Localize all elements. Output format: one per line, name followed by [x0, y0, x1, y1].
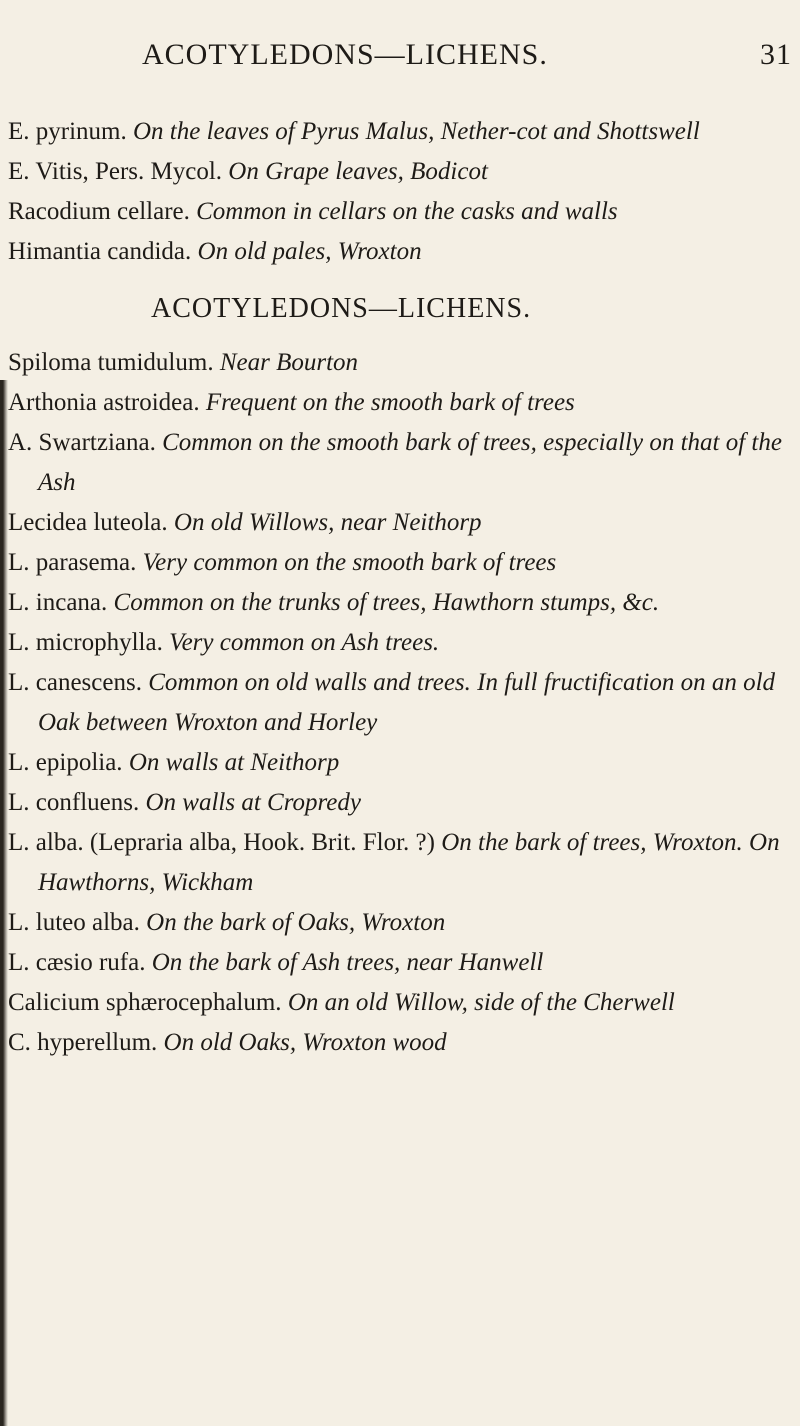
section-heading: ACOTYLEDONS—LICHENS.: [151, 293, 532, 324]
species-name: L. microphylla.: [8, 629, 163, 656]
species-name: Arthonia astroidea.: [8, 389, 200, 416]
species-locality: On the leaves of Pyrus Malus, Nether-cot and Shottswell: [133, 118, 700, 145]
species-name: E. Vitis, Pers. Mycol.: [8, 158, 223, 185]
species-entry: [8, 1023, 788, 1063]
species-locality: Very common on Ash trees.: [169, 629, 440, 656]
species-entry: [8, 543, 788, 583]
species-locality: On old Oaks, Wroxton wood: [163, 1029, 447, 1056]
species-locality: On the bark of trees, Wroxton. On Hawthorns, Wickham: [38, 829, 780, 896]
species-name: Calicium sphærocephalum.: [8, 989, 282, 1016]
species-entry: [8, 823, 788, 903]
species-entry: [8, 503, 788, 543]
species-name: Lecidea luteola.: [8, 509, 168, 536]
species-name: E. pyrinum.: [8, 118, 127, 145]
species-locality: Frequent on the smooth bark of trees: [205, 389, 575, 416]
species-locality: On Grape leaves, Bodicot: [228, 158, 488, 185]
species-locality: On walls at Cropredy: [145, 789, 361, 816]
species-locality: On old Willows, near Neithorp: [173, 509, 482, 536]
species-locality: On an old Willow, side of the Cherwell: [287, 989, 675, 1016]
species-locality: On old pales, Wroxton: [197, 238, 422, 265]
species-list: [8, 112, 788, 1063]
species-entry: [8, 623, 788, 663]
species-entry: [8, 383, 788, 423]
species-name: L. confluens.: [8, 789, 140, 816]
species-entry: [8, 112, 788, 152]
species-entry: [8, 232, 788, 272]
species-locality: Common on the trunks of trees, Hawthorn stumps, &c.: [113, 589, 660, 616]
species-entry: [8, 983, 788, 1023]
species-name: Spiloma tumidulum.: [8, 349, 214, 376]
lichen-entries: [8, 343, 788, 1063]
species-locality: Near Bourton: [219, 349, 359, 376]
species-name: L. epipolia.: [8, 749, 123, 776]
species-entry: [8, 743, 788, 783]
species-entry: [8, 943, 788, 983]
fungi-entries: [8, 112, 788, 272]
species-entry: [8, 783, 788, 823]
species-name: Racodium cellare.: [8, 198, 190, 225]
species-entry: [8, 423, 788, 503]
running-title: ACOTYLEDONS—LICHENS.: [142, 38, 548, 71]
species-locality: On the bark of Ash trees, near Hanwell: [151, 949, 544, 976]
binding-gutter: [0, 380, 8, 1426]
species-locality: On the bark of Oaks, Wroxton: [146, 909, 446, 936]
species-name: L. cæsio rufa.: [8, 949, 146, 976]
species-name: A. Swartziana.: [8, 429, 156, 456]
page-number: 31: [760, 38, 792, 71]
species-name: C. hyperellum.: [8, 1029, 158, 1056]
species-name: L. alba. (Lepraria alba, Hook. Brit. Flor. ?): [8, 829, 435, 856]
species-name: L. canescens.: [8, 669, 142, 696]
species-entry: [8, 903, 788, 943]
species-locality: Very common on the smooth bark of trees: [142, 549, 557, 576]
species-locality: On walls at Neithorp: [128, 749, 340, 776]
species-entry: [8, 583, 788, 623]
species-entry: [8, 663, 788, 743]
species-locality: Common in cellars on the casks and walls: [196, 198, 618, 225]
species-entry: [8, 343, 788, 383]
species-locality: Common on old walls and trees. In full fructification on an old Oak between Wroxton and Horley: [38, 669, 776, 736]
species-name: L. parasema.: [8, 549, 137, 576]
species-locality: Common on the smooth bark of trees, especially on that of the Ash: [38, 429, 782, 496]
species-entry: [8, 152, 788, 192]
species-entry: [8, 192, 788, 232]
species-name: Himantia candida.: [8, 238, 192, 265]
species-name: L. incana.: [8, 589, 108, 616]
species-name: L. luteo alba.: [8, 909, 140, 936]
